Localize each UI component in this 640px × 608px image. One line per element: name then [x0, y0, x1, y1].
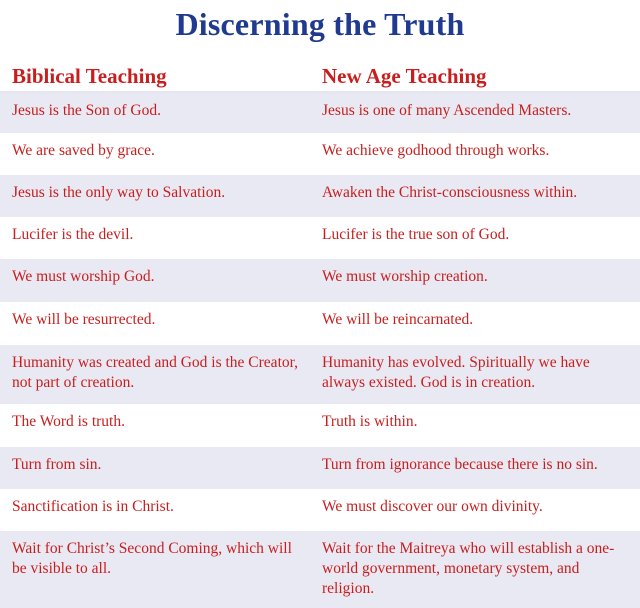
table-row [0, 93, 640, 133]
new-age-cell: Turn from ignorance because there is no sin. [322, 456, 598, 473]
new-age-cell: We will be reincarnated. [322, 311, 474, 328]
table-row [0, 404, 640, 447]
table-row [0, 217, 640, 259]
biblical-cell: Wait for Christ’s Second Coming, which will be visible to all. [12, 540, 292, 577]
new-age-cell: Jesus is one of many Ascended Masters. [322, 102, 572, 119]
comparison-table [0, 93, 640, 608]
table-row [0, 531, 640, 608]
new-age-cell: We achieve godhood through works. [322, 142, 550, 159]
new-age-cell: Awaken the Christ-consciousness within. [322, 184, 578, 201]
biblical-cell: We will be resurrected. [12, 311, 156, 328]
table-row [0, 259, 640, 302]
biblical-cell: Turn from sin. [12, 456, 102, 473]
new-age-cell: Lucifer is the true son of God. [322, 226, 510, 243]
biblical-cell: We are saved by grace. [12, 142, 155, 159]
biblical-cell: Lucifer is the devil. [12, 226, 134, 243]
new-age-cell: Wait for the Maitreya who will establish a one-world government, monetary system, and religion. [322, 540, 615, 597]
biblical-cell: We must worship God. [12, 268, 155, 285]
table-row [0, 489, 640, 531]
page-title: Discerning the Truth [175, 6, 465, 42]
table-row [0, 175, 640, 217]
column-header-biblical: Biblical Teaching [12, 64, 167, 88]
biblical-cell: Sanctification is in Christ. [12, 498, 174, 515]
table-row [0, 447, 640, 489]
column-header-new-age: New Age Teaching [322, 64, 487, 88]
new-age-cell: We must discover our own divinity. [322, 498, 543, 515]
table-row [0, 302, 640, 345]
biblical-cell: The Word is truth. [12, 413, 125, 430]
new-age-cell: Humanity has evolved. Spiritually we have always existed. God is in creation. [322, 354, 590, 391]
biblical-cell: Jesus is the Son of God. [12, 102, 161, 119]
biblical-cell: Humanity was created and God is the Creator, not part of creation. [12, 354, 299, 391]
new-age-cell: We must worship creation. [322, 268, 488, 285]
new-age-cell: Truth is within. [322, 413, 418, 430]
table-row [0, 345, 640, 404]
biblical-cell: Jesus is the only way to Salvation. [12, 184, 226, 201]
table-row [0, 133, 640, 175]
